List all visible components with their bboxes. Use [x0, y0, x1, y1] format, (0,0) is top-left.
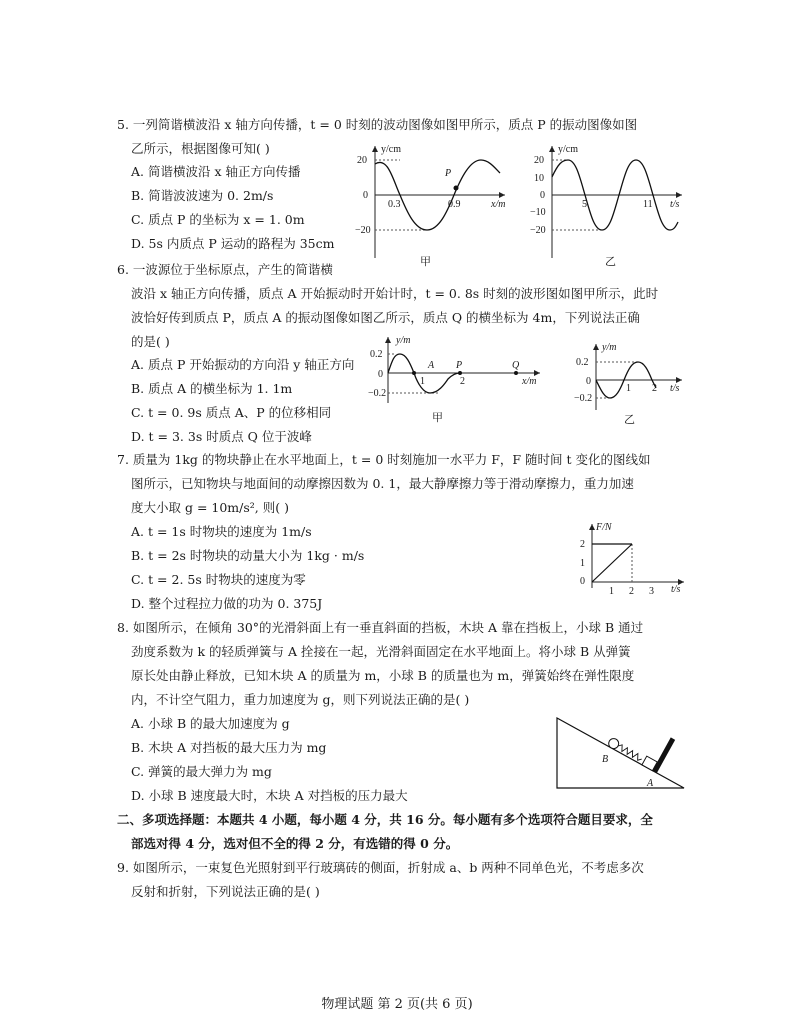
- q5b-tick-y-0: 0: [540, 190, 545, 201]
- q5a-tick-x-09: 0.9: [448, 199, 461, 210]
- q5-option-d: D. 5s 内质点 P 运动的路程为 35cm: [131, 236, 335, 251]
- q8-option-a: A. 小球 B 的最大加速度为 g: [131, 716, 290, 731]
- q7-force-time-graph: [572, 520, 692, 600]
- q6-wave-graph-jia: [368, 333, 548, 428]
- q5a-ylabel: y/cm: [381, 144, 401, 155]
- section2-heading-line2: 部选对得 4 分，选对但不全的得 2 分，有选错的得 0 分。: [131, 836, 459, 851]
- q6a-ylabel: y/m: [396, 335, 411, 346]
- q6b-tick-x-2: 2: [652, 383, 657, 394]
- q7-option-a: A. t = 1s 时物块的速度为 1m/s: [131, 524, 312, 539]
- q7-stem-line3: 度大小取 g = 10m/s², 则( ): [131, 500, 289, 515]
- q7-tick-x-2: 2: [629, 586, 634, 597]
- q7-tick-x-3: 3: [649, 586, 654, 597]
- q8-option-b: B. 木块 A 对挡板的最大压力为 mg: [131, 740, 327, 755]
- q8-stem-line3: 原长处由静止释放，已知木块 A 的质量为 m，小球 B 的质量也为 m，弹簧始终在弹性限度: [131, 668, 635, 683]
- q6-stem-line1: 6. 一波源位于坐标原点，产生的简谐横: [117, 262, 333, 277]
- q6a-caption: 甲: [432, 412, 443, 424]
- q5b-tick-y-20: 20: [534, 155, 544, 166]
- q8-option-d: D. 小球 B 速度最大时，木块 A 对挡板的压力最大: [131, 788, 408, 803]
- q7-stem-line1: 7. 质量为 1kg 的物块静止在水平地面上，t = 0 时刻施加一水平力 F，F 随时间 t 变化的图线如: [117, 452, 651, 467]
- q9-stem-line2: 反射和折射，下列说法正确的是( ): [131, 884, 320, 899]
- q7-tick-x-1: 1: [609, 586, 614, 597]
- q7-ylabel: F/N: [596, 522, 612, 533]
- q7-option-b: B. t = 2s 时物块的动量大小为 1kg · m/s: [131, 548, 365, 563]
- q6b-tick-y-02: 0.2: [576, 357, 589, 368]
- q6a-tick-y-neg02: −0.2: [368, 388, 387, 399]
- q7-option-d: D. 整个过程拉力做的功为 0. 375J: [131, 596, 323, 611]
- q9-stem-line1: 9. 如图所示，一束复色光照射到平行玻璃砖的侧面，折射成 a、b 两种不同单色光，不考虑多次: [117, 860, 644, 875]
- q6-option-a: A. 质点 P 开始振动的方向沿 y 轴正方向: [131, 357, 355, 372]
- q7-option-c: C. t = 2. 5s 时物块的速度为零: [131, 572, 306, 587]
- q6b-caption: 乙: [624, 414, 635, 426]
- q5b-ylabel: y/cm: [558, 144, 578, 155]
- q5-option-c: C. 质点 P 的坐标为 x = 1. 0m: [131, 212, 305, 227]
- q5a-tick-y-0: 0: [363, 190, 368, 201]
- q5-wave-graph-jia: [355, 140, 515, 270]
- section2-heading-line1: 二、多项选择题：本题共 4 小题，每小题 4 分，共 16 分。每小题有多个选项符合题目要求，全: [117, 812, 653, 827]
- q5a-point-p: P: [445, 168, 452, 179]
- q6a-tick-x-1: 1: [420, 376, 425, 387]
- q5b-tick-y-neg10: −10: [530, 207, 546, 218]
- q6-option-b: B. 质点 A 的横坐标为 1. 1m: [131, 381, 293, 396]
- q5b-xlabel: t/s: [670, 199, 680, 210]
- q6-vibration-graph-yi: [574, 340, 689, 435]
- q8-stem-line2: 劲度系数为 k 的轻质弹簧与 A 拴接在一起，光滑斜面固定在水平地面上。将小球 B 从弹簧: [131, 644, 631, 659]
- q6-option-d: D. t = 3. 3s 时质点 Q 位于波峰: [131, 429, 312, 444]
- q5b-tick-y-10: 10: [534, 173, 544, 184]
- q6-stem-line4: 的是( ): [131, 334, 170, 349]
- q6a-point-a: A: [428, 360, 435, 371]
- q6b-xlabel: t/s: [670, 383, 680, 394]
- q5b-tick-x-11: 11: [643, 199, 653, 210]
- q6a-point-p: P: [456, 360, 463, 371]
- q5-stem-line2: 乙所示，根据图像可知( ): [131, 141, 270, 156]
- q5b-tick-x-5: 5: [582, 199, 587, 210]
- q5a-tick-x-03: 0.3: [388, 199, 401, 210]
- q5-stem-line1: 5. 一列简谐横波沿 x 轴方向传播，t = 0 时刻的波动图像如图甲所示，质点 P 的振动图像如图: [117, 117, 638, 132]
- q6a-tick-x-2: 2: [460, 376, 465, 387]
- q5-vibration-graph-yi: [530, 140, 690, 270]
- q5b-tick-y-neg20: −20: [530, 225, 546, 236]
- q5a-caption: 甲: [420, 256, 431, 268]
- q5b-caption: 乙: [605, 256, 616, 268]
- q8-incline-diagram: [552, 712, 692, 792]
- q8-option-c: C. 弹簧的最大弹力为 mg: [131, 764, 272, 779]
- q7-tick-y-1: 1: [580, 558, 585, 569]
- q8-stem-line1: 8. 如图所示，在倾角 30°的光滑斜面上有一垂直斜面的挡板，木块 A 靠在挡板上，小球 B 通过: [117, 620, 644, 635]
- q8-stem-line4: 内，不计空气阻力，重力加速度为 g，则下列说法正确的是( ): [131, 692, 470, 707]
- q6b-tick-x-1: 1: [626, 383, 631, 394]
- q8-label-b: B: [602, 754, 609, 765]
- q8-label-a: A: [647, 778, 654, 789]
- q6a-xlabel: x/m: [522, 376, 537, 387]
- page-footer: 物理试题 第 2 页(共 6 页): [321, 997, 473, 1012]
- q6b-tick-y-0: 0: [586, 376, 591, 387]
- q5-option-a: A. 简谐横波沿 x 轴正方向传播: [131, 164, 301, 179]
- q5a-xlabel: x/m: [491, 199, 506, 210]
- q6-stem-line3: 波恰好传到质点 P，质点 A 的振动图像如图乙所示，质点 Q 的横坐标为 4m，下列说法正确: [131, 310, 640, 325]
- q5-option-b: B. 简谐波波速为 0. 2m/s: [131, 188, 274, 203]
- q6a-point-q: Q: [512, 360, 520, 371]
- q5a-tick-y-20: 20: [357, 155, 367, 166]
- q6-option-c: C. t = 0. 9s 质点 A、P 的位移相同: [131, 405, 332, 420]
- q7-tick-y-0: 0: [580, 576, 585, 587]
- q7-xlabel: t/s: [671, 584, 681, 595]
- q6b-ylabel: y/m: [602, 342, 617, 353]
- q5a-tick-y-neg20: −20: [355, 225, 371, 236]
- q6-stem-line2: 波沿 x 轴正方向传播，质点 A 开始振动时开始计时，t = 0. 8s 时刻的波形图如图甲所示，此时: [131, 286, 659, 301]
- q7-stem-line2: 图所示，已知物块与地面间的动摩擦因数为 0. 1，最大静摩擦力等于滑动摩擦力，重力加速: [131, 476, 634, 491]
- q6a-tick-y-02: 0.2: [370, 349, 383, 360]
- q7-tick-y-2: 2: [580, 539, 585, 550]
- q6a-tick-y-0: 0: [378, 369, 383, 380]
- q6b-tick-y-neg02: −0.2: [574, 393, 593, 404]
